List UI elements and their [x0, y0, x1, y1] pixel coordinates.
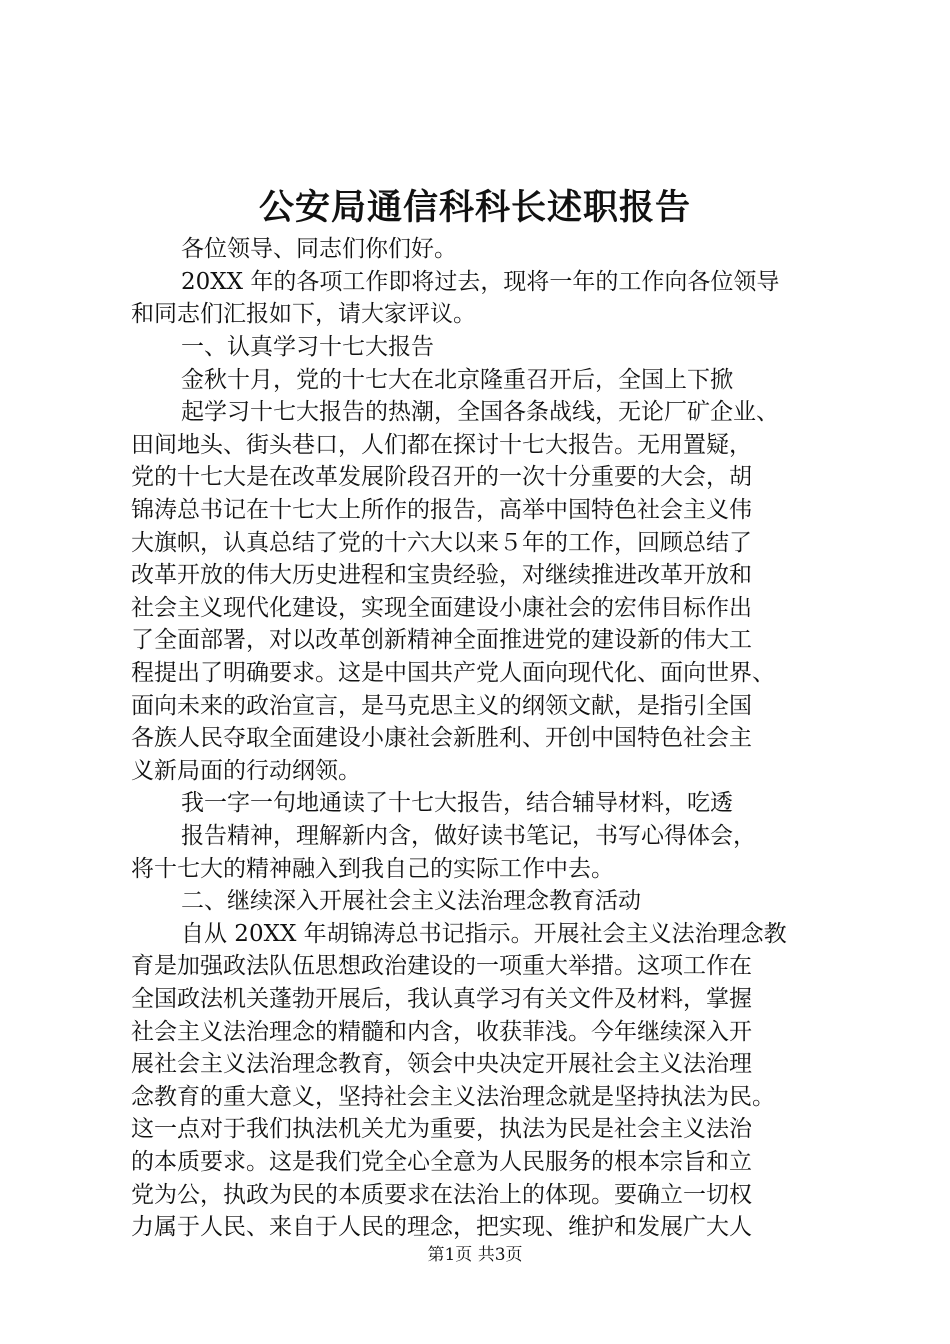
text-line: 的本质要求。这是我们党全心全意为人民服务的根本宗旨和立: [131, 1149, 752, 1175]
text-line: 育是加强政法队伍思想政治建设的一项重大举措。这项工作在: [131, 953, 752, 979]
text-line: 和同志们汇报如下，请大家评议。: [131, 301, 476, 327]
text-line: 改革开放的伟大历史进程和宝贵经验，对继续推进改革开放和: [131, 562, 752, 588]
text-line: 力属于人民、来自于人民的理念，把实现、维护和发展广大人: [131, 1214, 752, 1240]
text-line: 我一字一句地通读了十七大报告，结合辅导材料，吃透: [181, 790, 733, 816]
text-line: 锦涛总书记在十七大上所作的报告，高举中国特色社会主义伟: [131, 497, 752, 523]
text-line: 报告精神，理解新内含，做好读书笔记，书写心得体会，: [181, 823, 756, 849]
text-line: 20XX 年的各项工作即将过去，现将一年的工作向各位领导: [181, 269, 780, 295]
text-line: 全国政法机关蓬勃开展后，我认真学习有关文件及材料，掌握: [131, 986, 752, 1012]
text-line: 程提出了明确要求。这是中国共产党人面向现代化、面向世界、: [131, 660, 775, 686]
text-line: 了全面部署，对以改革创新精神全面推进党的建设新的伟大工: [131, 627, 752, 653]
text-line: 面向未来的政治宣言，是马克思主义的纲领文献，是指引全国: [131, 693, 752, 719]
text-line: 义新局面的行动纲领。: [131, 758, 361, 784]
text-line: 展社会主义法治理念教育，领会中央决定开展社会主义法治理: [131, 1051, 752, 1077]
text-line: 自从 20XX 年胡锦涛总书记指示。开展社会主义法治理念教: [181, 921, 787, 947]
section-heading: 一、认真学习十七大报告: [181, 334, 434, 360]
text-line: 社会主义法治理念的精髓和内含，收获菲浅。今年继续深入开: [131, 1019, 752, 1045]
text-line: 党为公，执政为民的本质要求在法治上的体现。要确立一切权: [131, 1182, 752, 1208]
text-line: 这一点对于我们执法机关尤为重要，执法为民是社会主义法治: [131, 1116, 752, 1142]
text-line: 将十七大的精神融入到我自己的实际工作中去。: [131, 856, 614, 882]
text-line: 起学习十七大报告的热潮，全国各条战线，无论厂矿企业、: [181, 399, 779, 425]
text-line: 各位领导、同志们你们好。: [181, 236, 457, 262]
text-line: 大旗帜，认真总结了党的十六大以来５年的工作，回顾总结了: [131, 530, 752, 556]
page-number-footer: 第1页 共3页: [427, 1245, 523, 1265]
text-line: 社会主义现代化建设，实现全面建设小康社会的宏伟目标作出: [131, 595, 752, 621]
text-line: 田间地头、街头巷口，人们都在探讨十七大报告。无用置疑，: [131, 432, 752, 458]
text-line: 金秋十月，党的十七大在北京隆重召开后，全国上下掀: [181, 367, 733, 393]
text-line: 党的十七大是在改革发展阶段召开的一次十分重要的大会，胡: [131, 464, 752, 490]
text-line: 念教育的重大意义，坚持社会主义法治理念就是坚持执法为民。: [131, 1084, 775, 1110]
document-title: 公安局通信科科长述职报告: [258, 187, 691, 228]
text-line: 各族人民夺取全面建设小康社会新胜利、开创中国特色社会主: [131, 725, 752, 751]
section-heading: 二、继续深入开展社会主义法治理念教育活动: [181, 888, 641, 914]
